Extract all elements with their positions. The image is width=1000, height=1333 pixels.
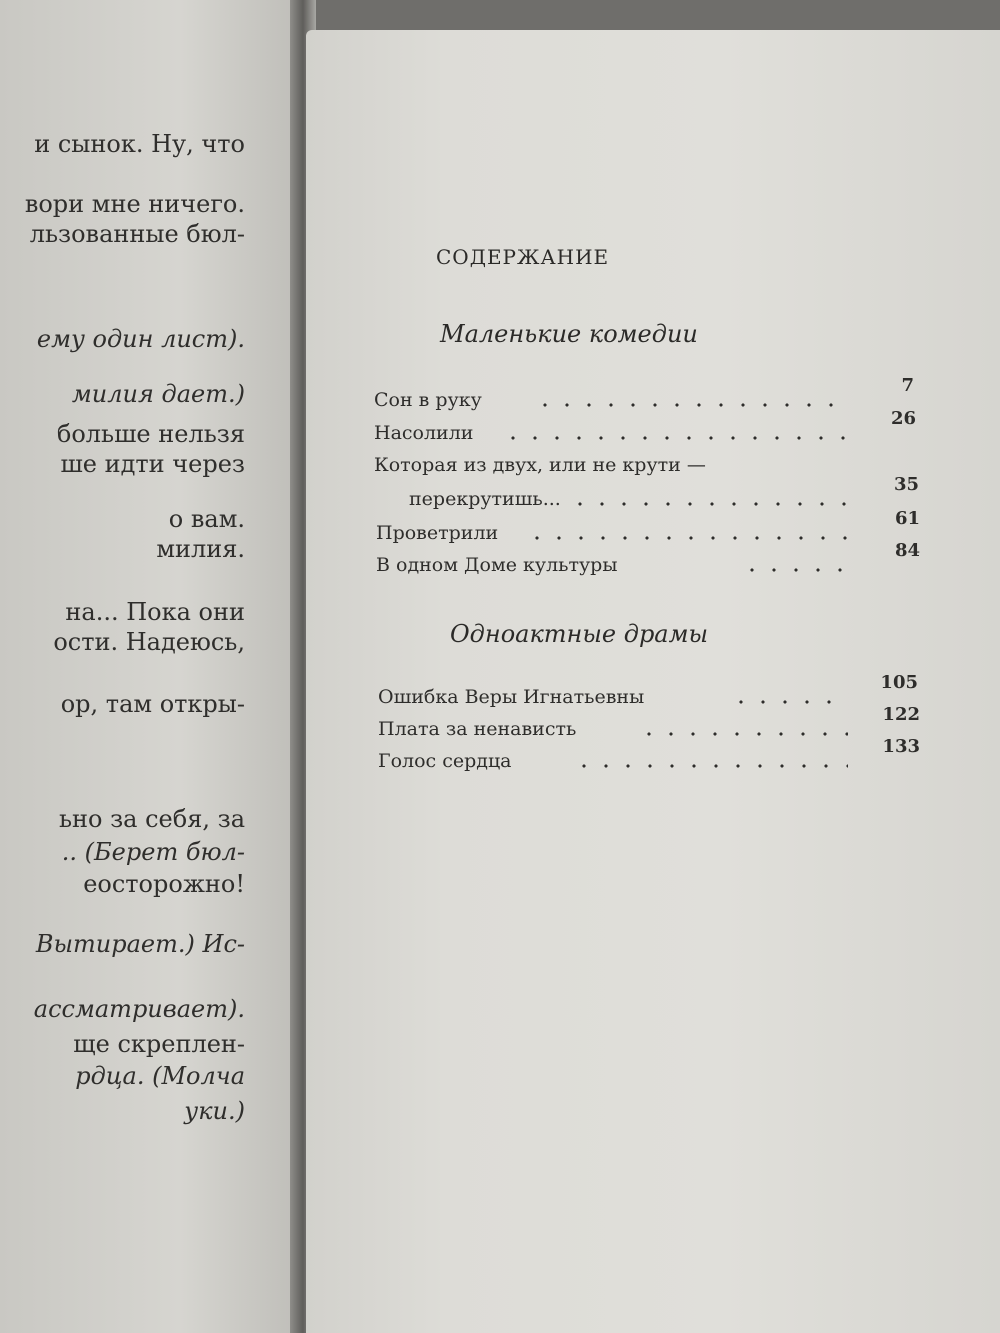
toc-entry — [378, 704, 920, 740]
toc-entry — [409, 474, 919, 510]
entry-page: 133 — [882, 736, 920, 757]
text-line: еосторожно! — [83, 870, 245, 898]
text-line: больше нельзя — [56, 420, 245, 448]
entry-page: 84 — [894, 540, 920, 561]
toc-entry — [376, 508, 920, 544]
text-line: ему один лист). — [36, 325, 245, 353]
entry-title: Сон в руку — [374, 389, 482, 411]
text-line: милия дает.) — [71, 380, 245, 408]
entry-title: Насолили — [374, 422, 474, 444]
entry-page: 122 — [882, 704, 920, 725]
section-heading: Одноактные драмы — [450, 620, 709, 648]
right-page — [306, 30, 1000, 1333]
entry-title: Проветрили — [376, 522, 499, 544]
entry-title: Ошибка Веры Игнатьевны — [378, 686, 645, 708]
text-line: Вытирает.) Ис- — [35, 930, 245, 958]
text-line: льзованные бюл- — [29, 220, 245, 248]
toc-entry — [378, 672, 918, 708]
text-line: рдца. (Молча — [75, 1062, 245, 1090]
entry-page: 26 — [890, 408, 916, 429]
toc-entry — [374, 440, 918, 476]
entry-page: 105 — [880, 672, 918, 693]
entry-page: 61 — [894, 508, 920, 529]
toc-entry — [376, 540, 920, 576]
entry-title: В одном Доме культуры — [376, 554, 618, 576]
section-heading: Маленькие комедии — [440, 320, 698, 348]
text-line: уки.) — [184, 1097, 245, 1125]
leader-dots — [741, 568, 860, 572]
leader-dots — [569, 502, 859, 506]
text-line: .. (Берет бюл- — [61, 838, 245, 866]
entry-title: Плата за ненависть — [378, 718, 577, 740]
entry-page: 35 — [893, 474, 919, 495]
text-line: на... Пока они — [65, 598, 245, 626]
text-line: ости. Надеюсь, — [53, 628, 245, 656]
text-line: ьно за себя, за — [58, 805, 245, 833]
entry-title: Голос сердца — [378, 750, 512, 772]
text-line: ор, там откры- — [60, 690, 245, 718]
text-line: вори мне ничего. — [24, 190, 245, 218]
text-line: ассматривает). — [33, 995, 245, 1023]
left-page — [0, 0, 300, 1333]
toc-entry — [374, 375, 914, 411]
leader-dots — [534, 403, 844, 407]
leader-dots — [573, 764, 848, 768]
text-line: милия. — [156, 535, 245, 563]
entry-page: 7 — [901, 375, 914, 396]
text-line: о вам. — [168, 505, 245, 533]
text-line: ще скреплен- — [73, 1030, 245, 1058]
entry-title: перекрутишь... — [409, 488, 561, 510]
text-line: ше идти через — [60, 450, 245, 478]
toc-entry — [378, 736, 920, 772]
toc-entry — [374, 408, 916, 444]
page-title: СОДЕРЖАНИЕ — [436, 245, 610, 269]
entry-title: Которая из двух, или не крути — — [374, 454, 706, 476]
text-line: и сынок. Ну, что — [34, 130, 245, 158]
